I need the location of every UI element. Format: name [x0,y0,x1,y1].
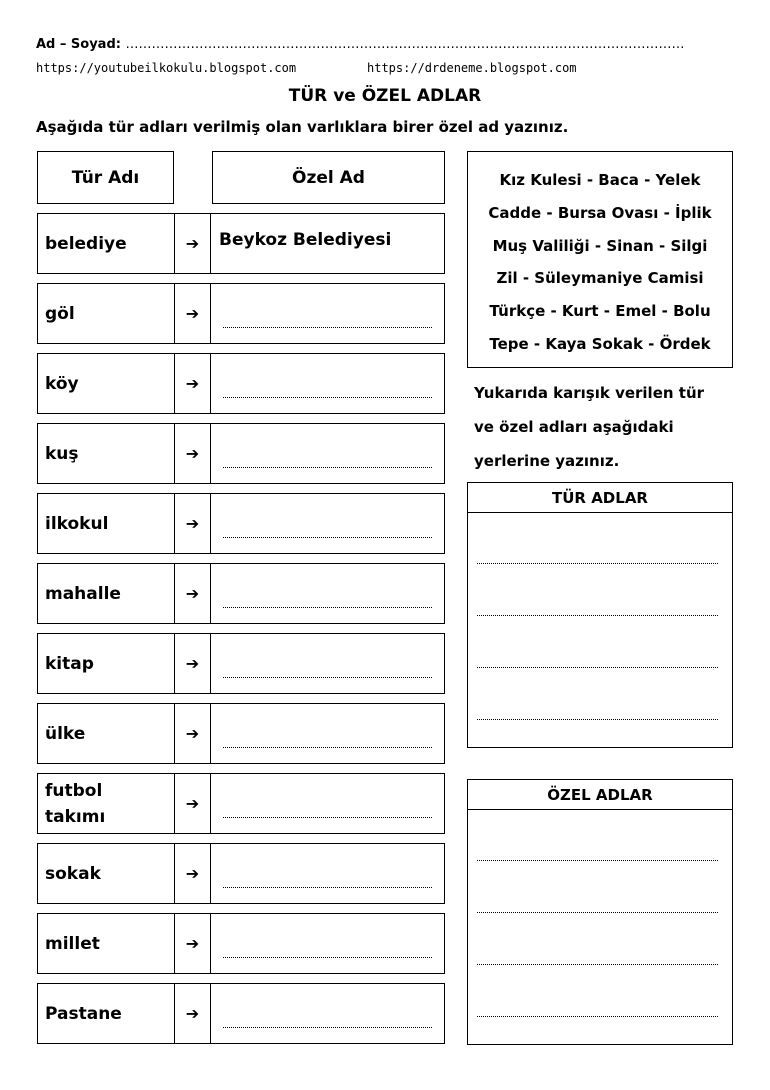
answer-line[interactable] [477,615,718,616]
answer-dotted-line[interactable] [223,607,432,608]
tur-adi-cell: futbol takımı [37,773,175,834]
instruction-text: Aşağıda tür adları verilmiş olan varlıklara birer özel ad yazınız. [36,118,569,136]
answer-dotted-line[interactable] [223,327,432,328]
tur-adlar-box[interactable] [467,482,733,748]
header-tur-adi: Tür Adı [37,151,174,204]
arrow-icon: ➔ [174,563,211,624]
link-youtubeilkokulu[interactable]: https://youtubeilkokulu.blogspot.com [36,61,297,75]
tur-adi-cell: Pastane [37,983,175,1044]
note-line: Yukarıda karışık verilen tür [474,384,705,402]
header-ozel-ad: Özel Ad [212,151,445,204]
link-drdeneme[interactable]: https://drdeneme.blogspot.com [367,61,577,75]
answer-line[interactable] [477,912,718,913]
ozel-ad-field[interactable] [210,283,445,344]
tur-adlar-header: TÜR ADLAR [468,483,732,513]
word-box [467,151,733,368]
ozel-ad-field[interactable] [210,213,445,274]
name-label: Ad – Soyad: [36,37,121,52]
word-line: Zil - Süleymaniye Camisi [496,269,704,287]
ozel-ad-field[interactable] [210,563,445,624]
word-line: Türkçe - Kurt - Emel - Bolu [489,302,711,320]
tur-adi-cell: kitap [37,633,175,694]
answer-dotted-line[interactable] [223,397,432,398]
word-line: Muş Valiliği - Sinan - Silgi [492,237,708,255]
ozel-ad-field[interactable] [210,353,445,414]
answer-dotted-line[interactable] [223,887,432,888]
ozel-adlar-header: ÖZEL ADLAR [468,780,732,810]
word-line: Kız Kulesi - Baca - Yelek [499,171,701,189]
arrow-icon: ➔ [174,843,211,904]
name-field[interactable] [36,37,685,52]
tur-adi-cell: kuş [37,423,175,484]
ozel-ad-field[interactable] [210,773,445,834]
answer-dotted-line[interactable] [223,817,432,818]
answer-line[interactable] [477,667,718,668]
ozel-ad-field[interactable] [210,913,445,974]
tur-adi-cell: belediye [37,213,175,274]
arrow-icon: ➔ [174,983,211,1044]
answer-dotted-line[interactable] [223,537,432,538]
ozel-ad-field[interactable] [210,983,445,1044]
arrow-icon: ➔ [174,213,211,274]
answer-dotted-line[interactable] [223,467,432,468]
arrow-icon: ➔ [174,703,211,764]
answer-line[interactable] [477,1016,718,1017]
note-line: ve özel adları aşağıdaki [474,418,674,436]
tur-adi-cell: ülke [37,703,175,764]
note-line: yerlerine yazınız. [474,452,620,470]
ozel-ad-field[interactable] [210,703,445,764]
arrow-icon: ➔ [174,633,211,694]
tur-adi-cell: millet [37,913,175,974]
ozel-ad-value: Beykoz Belediyesi [219,230,392,250]
answer-line[interactable] [477,563,718,564]
tur-adi-cell: mahalle [37,563,175,624]
arrow-icon: ➔ [174,913,211,974]
arrow-icon: ➔ [174,423,211,484]
tur-adi-cell: ilkokul [37,493,175,554]
word-line: Tepe - Kaya Sokak - Ördek [489,335,711,353]
ozel-ad-field[interactable] [210,423,445,484]
tur-adi-cell: köy [37,353,175,414]
answer-dotted-line[interactable] [223,747,432,748]
tur-adi-cell: göl [37,283,175,344]
name-dots: ………………………………………………………………………………………………………………… [125,37,685,52]
answer-dotted-line[interactable] [223,677,432,678]
arrow-icon: ➔ [174,773,211,834]
tur-adi-cell: sokak [37,843,175,904]
ozel-ad-field[interactable] [210,493,445,554]
ozel-ad-field[interactable] [210,843,445,904]
arrow-icon: ➔ [174,353,211,414]
ozel-ad-field[interactable] [210,633,445,694]
answer-dotted-line[interactable] [223,1027,432,1028]
page-title: TÜR ve ÖZEL ADLAR [288,86,482,106]
word-line: Cadde - Bursa Ovası - İplik [488,204,712,222]
answer-dotted-line[interactable] [223,957,432,958]
arrow-icon: ➔ [174,493,211,554]
answer-line[interactable] [477,860,718,861]
answer-line[interactable] [477,719,718,720]
ozel-adlar-box[interactable] [467,779,733,1045]
answer-line[interactable] [477,964,718,965]
arrow-icon: ➔ [174,283,211,344]
